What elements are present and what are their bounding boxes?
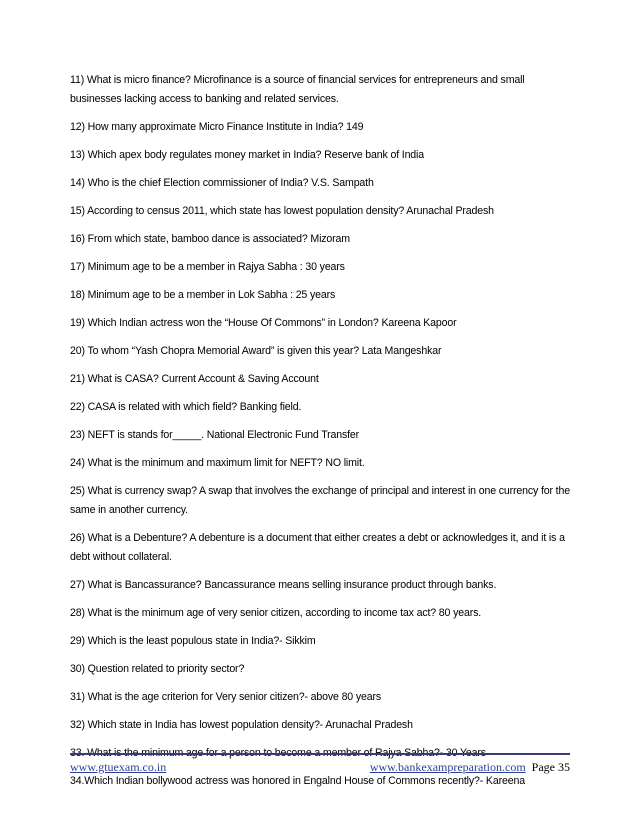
footer-link-gtuexam[interactable]: www.gtuexam.co.in	[70, 760, 167, 774]
question-12: 12) How many approximate Micro Finance Institute in India? 149	[70, 121, 364, 133]
footer-link-bankexampreparation[interactable]: www.bankexampreparation.com	[369, 760, 526, 774]
footer-divider	[70, 753, 570, 755]
question-25: 25) What is currency swap? A swap that involves the exchange of principal and interest in one currency for the same in another currency.	[70, 485, 570, 516]
question-17: 17) Minimum age to be a member in Rajya Sabha : 30 years	[70, 261, 345, 273]
question-22: 22) CASA is related with which field? Banking field.	[70, 401, 302, 413]
question-20: 20) To whom “Yash Chopra Memorial Award” is given this year? Lata Mangeshkar	[70, 345, 442, 357]
document-body	[70, 71, 570, 800]
question-32: 32) Which state in India has lowest population density?- Arunachal Pradesh	[70, 719, 413, 731]
question-18: 18) Minimum age to be a member in Lok Sabha : 25 years	[70, 289, 336, 301]
question-21: 21) What is CASA? Current Account & Saving Account	[70, 373, 319, 385]
question-27: 27) What is Bancassurance? Bancassurance means selling insurance product through banks.	[70, 579, 497, 591]
question-16: 16) From which state, bamboo dance is associated? Mizoram	[70, 233, 350, 245]
footer-right-group	[370, 758, 570, 776]
question-30: 30) Question related to priority sector?	[70, 663, 245, 675]
question-33: 33. What is the minimum age for a person to become a member of Rajya Sabha?- 30 Years	[70, 747, 486, 759]
question-29: 29) Which is the least populous state in India?- Sikkim	[70, 635, 316, 647]
question-11: 11) What is micro finance? Microfinance is a source of financial services for entrepreneurs and small businesses lacking access to banking and related services.	[70, 74, 525, 105]
page-number: Page 35	[531, 760, 570, 774]
question-28: 28) What is the minimum age of very senior citizen, according to income tax act? 80 years.	[70, 607, 482, 619]
question-13: 13) Which apex body regulates money market in India? Reserve bank of India	[70, 149, 424, 161]
page-footer	[70, 758, 570, 778]
question-14: 14) Who is the chief Election commissioner of India? V.S. Sampath	[70, 177, 374, 189]
question-31: 31) What is the age criterion for Very senior citizen?- above 80 years	[70, 691, 382, 703]
question-24: 24) What is the minimum and maximum limit for NEFT? NO limit.	[70, 457, 365, 469]
question-23: 23) NEFT is stands for_____. National Electronic Fund Transfer	[70, 429, 360, 441]
question-15: 15) According to census 2011, which state has lowest population density? Arunachal Pradesh	[70, 205, 494, 217]
question-26: 26) What is a Debenture? A debenture is a document that either creates a debt or acknowledges it, and it is a debt without collateral.	[70, 532, 565, 563]
question-19: 19) Which Indian actress won the “House Of Commons” in London? Kareena Kapoor	[70, 317, 457, 329]
question-34: 34.Which Indian bollywood actress was honored in Engalnd House of Commons recently?- Kareena	[70, 775, 525, 787]
